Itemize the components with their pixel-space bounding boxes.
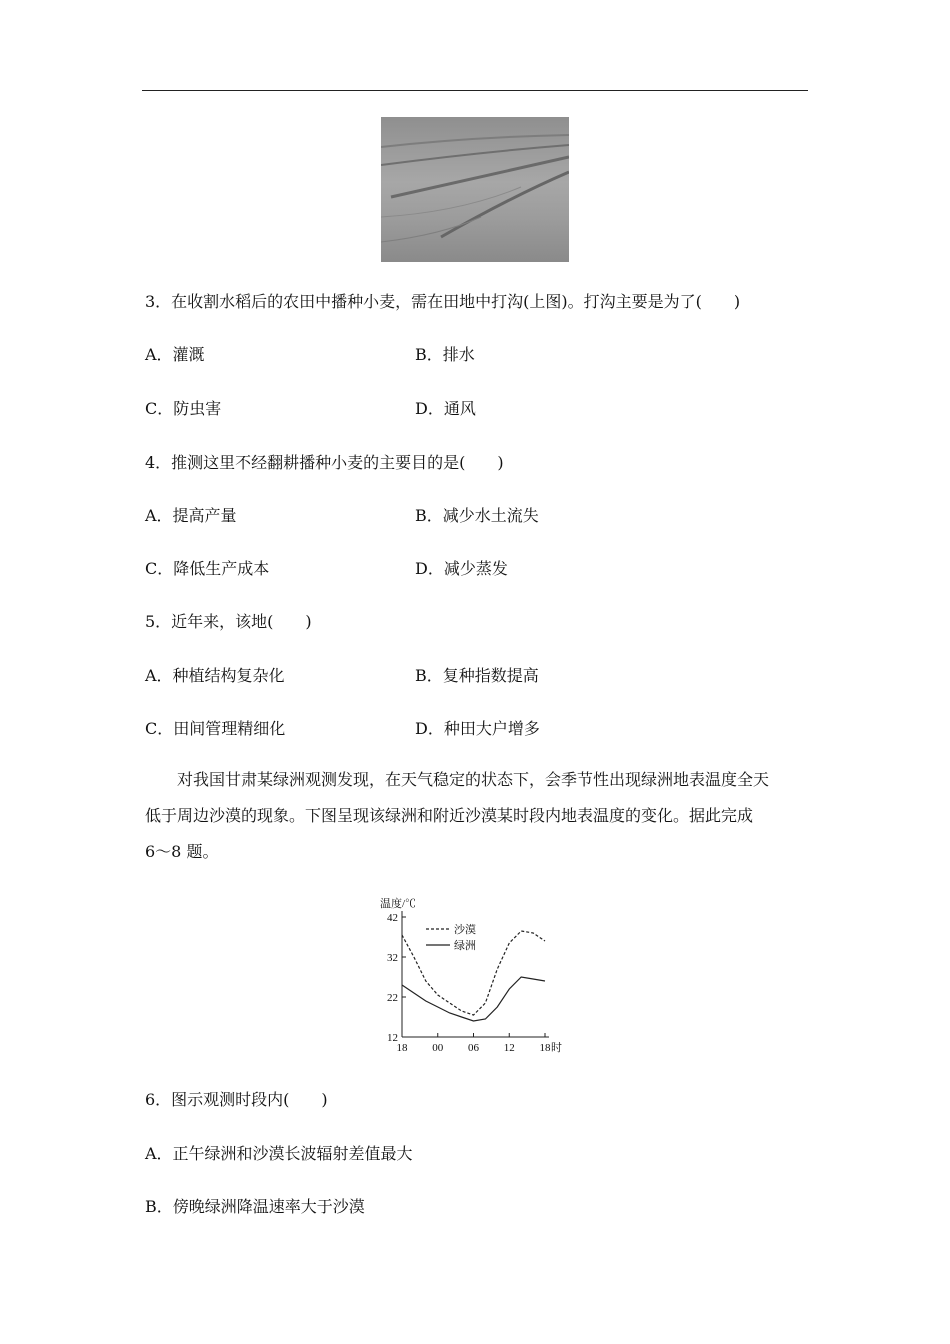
q4-option-d: D．减少蒸发 xyxy=(415,559,508,578)
legend-label: 沙漠 xyxy=(454,924,476,936)
passage-line-2: 低于周边沙漠的现象。下图呈现该绿洲和附近沙漠某时段内地表温度的变化。据此完成 xyxy=(145,806,754,825)
x-tick-label: 00 xyxy=(432,1042,444,1054)
x-axis-label: 时 xyxy=(551,1042,562,1054)
question-3-stem: 3．在收割水稻后的农田中播种小麦，需在田地中打沟(上图)。打沟主要是为了( ) xyxy=(145,292,741,311)
passage-line-3: 6～8 题。 xyxy=(145,842,219,861)
x-tick-label: 12 xyxy=(503,1042,515,1054)
x-tick-label: 18 xyxy=(396,1042,408,1054)
question-5-stem: 5．近年来，该地( ) xyxy=(145,612,312,631)
x-tick-label: 06 xyxy=(468,1042,479,1054)
question-6-stem: 6．图示观测时段内( ) xyxy=(145,1090,328,1109)
legend-label: 绿洲 xyxy=(454,940,476,952)
q6-option-b: B．傍晚绿洲降温速率大于沙漠 xyxy=(145,1197,365,1216)
question-4-stem: 4．推测这里不经翻耕播种小麦的主要目的是( ) xyxy=(145,453,504,472)
q3-option-d: D．通风 xyxy=(415,399,476,418)
q3-option-a: A．灌溉 xyxy=(145,345,205,364)
temperature-chart-svg xyxy=(370,895,580,1060)
passage-line-1: 对我国甘肃某绿洲观测发现，在天气稳定的状态下，会季节性出现绿洲地表温度全天 xyxy=(177,770,770,789)
q4-option-c: C．降低生产成本 xyxy=(145,559,270,578)
q3-option-b: B．排水 xyxy=(415,345,475,364)
q3-option-c: C．防虫害 xyxy=(145,399,222,418)
field-photo xyxy=(381,117,569,262)
q6-option-a: A．正午绿洲和沙漠长波辐射差值最大 xyxy=(145,1144,413,1163)
q5-option-a: A．种植结构复杂化 xyxy=(145,666,285,685)
y-tick-label: 42 xyxy=(387,912,398,924)
field-furrows xyxy=(381,117,569,262)
y-tick-label: 22 xyxy=(387,992,398,1004)
q5-option-c: C．田间管理精细化 xyxy=(145,719,286,738)
x-tick-label: 18 xyxy=(539,1042,551,1054)
y-tick-label: 12 xyxy=(387,1032,398,1044)
q4-option-b: B．减少水土流失 xyxy=(415,506,539,525)
header-rule xyxy=(142,90,808,91)
q5-option-d: D．种田大户增多 xyxy=(415,719,540,738)
y-axis-label: 温度/℃ xyxy=(380,898,417,910)
passage xyxy=(145,762,807,870)
q4-option-a: A．提高产量 xyxy=(145,506,237,525)
temperature-chart xyxy=(370,895,580,1064)
y-tick-label: 32 xyxy=(387,952,398,964)
q5-option-b: B．复种指数提高 xyxy=(415,666,539,685)
